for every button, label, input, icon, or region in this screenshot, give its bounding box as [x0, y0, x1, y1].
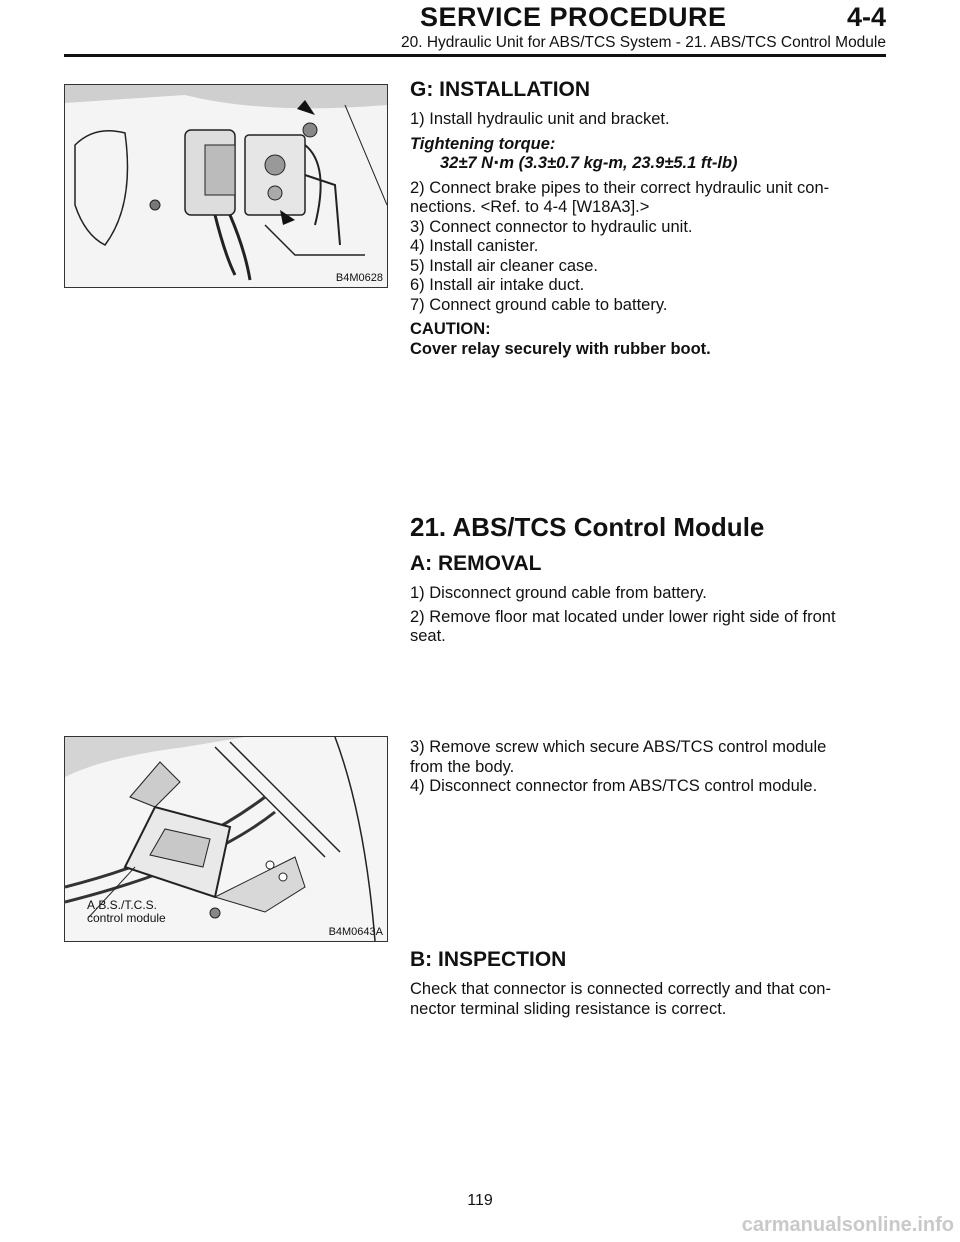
page-header-subtitle: 20. Hydraulic Unit for ABS/TCS System - 21. ABS/TCS Control Module	[401, 34, 886, 51]
removal-heading: A: REMOVAL	[410, 552, 542, 575]
install-step-4: 4) Install canister.	[410, 237, 539, 255]
callout-label: A.B.S./T.C.S. control module	[87, 898, 166, 925]
install-step-7: 7) Connect ground cable to battery.	[410, 295, 668, 314]
page-number: 119	[467, 1192, 493, 1209]
install-step-2: 2) Connect brake pipes to their correct hydraulic unit con- nections. <Ref. to 4-4 [W18A3].>	[410, 178, 830, 216]
inspection-text: Check that connector is connected correctly and that con- nector terminal sliding resistance is correct.	[410, 980, 831, 1018]
caution-label: CAUTION:	[410, 320, 491, 338]
install-step-3: 3) Connect connector to hydraulic unit.	[410, 217, 693, 236]
header-rule	[64, 54, 886, 57]
figure-code: B4M0628	[335, 272, 383, 284]
figure-hydraulic-unit	[64, 84, 388, 288]
section-number: 4-4	[846, 2, 886, 32]
install-step-1: 1) Install hydraulic unit and bracket.	[410, 110, 670, 128]
figure-code: B4M0643A	[328, 926, 383, 938]
inspection-section	[410, 948, 882, 1019]
removal-step-1: 1) Disconnect ground cable from battery.	[410, 584, 707, 602]
install-step-5: 5) Install air cleaner case.	[410, 256, 599, 275]
figure-control-module	[64, 736, 388, 942]
hydraulic-unit-illustration	[65, 85, 387, 287]
removal-step-2: 2) Remove floor mat located under lower right side of front seat.	[410, 607, 836, 645]
watermark: carmanualsonline.info	[741, 1214, 954, 1236]
inspection-heading: B: INSPECTION	[410, 948, 567, 971]
install-step-6: 6) Install air intake duct.	[410, 276, 585, 294]
section-heading: 21. ABS/TCS Control Module	[410, 512, 765, 542]
torque-value: 32±7 N⋅m (3.3±0.7 kg-m, 23.9±5.1 ft-lb)	[440, 154, 738, 172]
module-section	[410, 512, 882, 647]
caution-text: Cover relay securely with rubber boot.	[410, 339, 711, 358]
removal-step-4: 4) Disconnect connector from ABS/TCS control module.	[410, 777, 818, 795]
removal-step-3: 3) Remove screw which secure ABS/TCS control module from the body.	[410, 738, 827, 776]
page-header-title: SERVICE PROCEDURE	[420, 2, 727, 32]
installation-heading: G: INSTALLATION	[410, 78, 591, 101]
installation-section	[410, 78, 882, 359]
torque-label: Tightening torque:	[410, 134, 556, 153]
removal-steps-continued	[410, 738, 882, 797]
